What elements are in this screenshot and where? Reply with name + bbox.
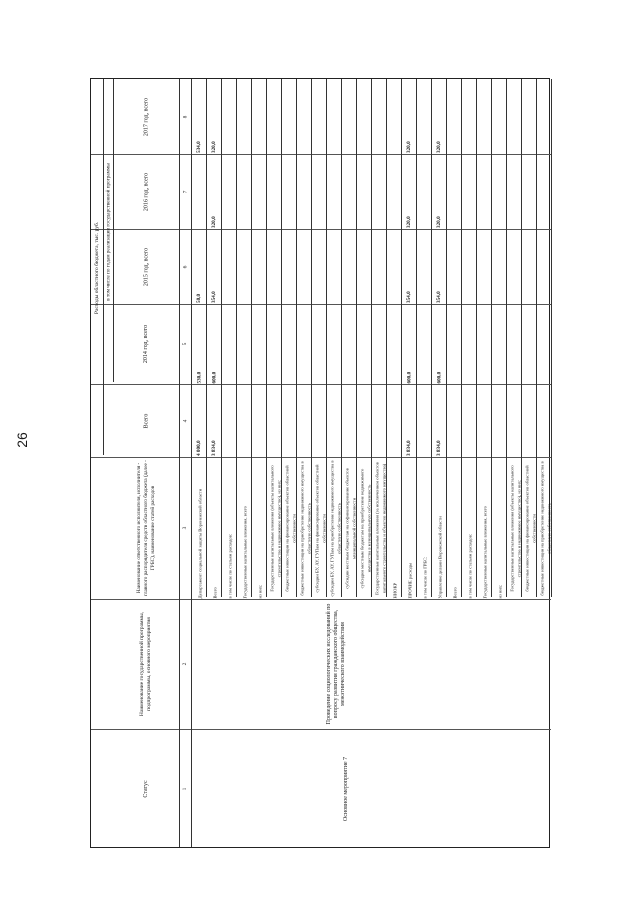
row-total: 3 834,0 <box>211 440 217 456</box>
row-total: 3 834,0 <box>406 440 412 456</box>
row-2015: 354,0 <box>211 291 217 303</box>
row-label: Государственные капитальные вложения (объекты капитального строительства и недвижимое имущество), из них: <box>268 464 281 592</box>
row-label: в том числе по ГРБС: <box>422 556 427 598</box>
header-2016: 2016 год, всего <box>142 172 149 211</box>
row-total: 3 834,0 <box>436 440 442 456</box>
row-2015: 354,0 <box>406 291 412 303</box>
row-label: субсидии местным бюджетам на софинансирование объектов муниципальной собственности <box>343 467 356 589</box>
row-label: Государственные капитальные вложения (за исключением объектов капитального строительства и объектов недвижимого имущества) <box>373 461 386 595</box>
row-label: субсидии БУ, АУ, ГУПам на финансирование объектов областной собственности <box>313 464 326 592</box>
header-2015: 2015 год, всего <box>142 247 149 286</box>
row-label: Всего <box>212 586 217 598</box>
row-label: субсидии БУ, АУ, ГУПам на приобретение недвижимого имущества в областную собственность <box>328 459 341 597</box>
row-2015: 50,0 <box>196 293 202 303</box>
column-number: 7 <box>181 190 188 193</box>
header-by-years: в том числе по годам реализации государственной программы <box>104 162 111 301</box>
row-label: бюджетные инвестиции на приобретение недвижимого имущества в областную собственность <box>298 460 311 596</box>
row-2015: 354,0 <box>436 291 442 303</box>
row-2017: 320,0 <box>406 141 412 153</box>
row-2017: 320,0 <box>436 141 442 153</box>
row-2016: 320,0 <box>436 216 442 228</box>
header-2017: 2017 год, всего <box>142 97 149 136</box>
row-2014: 600,0 <box>406 371 412 383</box>
header-expenses: Расходы областного бюджета, тыс. руб. <box>93 221 100 315</box>
row-total: 4 000,0 <box>196 440 202 456</box>
row-2017: 320,0 <box>211 141 217 153</box>
row-label: ПРОЧИЕ расходы <box>407 562 412 598</box>
header-2014: 2014 год, всего <box>142 324 149 364</box>
row-2014: 600,0 <box>211 371 217 383</box>
column-number: 1 <box>181 787 188 791</box>
header-executor: Наименование ответственного исполнителя, исполнителя - главного распорядителя средств областного бюджета (далее - ГРБС), наименование статей расходов <box>135 460 156 596</box>
row-2017: 534,0 <box>196 141 202 153</box>
column-number: 3 <box>181 526 188 530</box>
header-status: Статус <box>142 780 149 798</box>
row-label: Управление делами Воронежской области <box>437 515 442 598</box>
row-label: в том числе по статьям расходов: <box>467 533 472 598</box>
row-label: НИОКР <box>392 582 397 598</box>
row-label: Государственные капитальные вложения, всего <box>482 505 487 598</box>
row-2014: 530,0 <box>196 371 202 383</box>
row-label: субсидии местным бюджетам на приобретение недвижимого имущества в муниципальную собственность <box>358 468 371 588</box>
row-label: в том числе по статьям расходов: <box>227 533 232 598</box>
column-number: 4 <box>181 419 188 422</box>
row-label: бюджетные инвестиции на финансирование объектов областной собственности <box>283 464 296 592</box>
row-label: бюджетные инвестиции на приобретение недвижимого имущества в областную собственность <box>538 460 551 596</box>
row-label: из них: <box>497 584 502 598</box>
column-number: 5 <box>181 342 188 346</box>
row-label: Государственные капитальные вложения (объекты капитального строительства и недвижимое имущество), из них: <box>508 464 521 592</box>
row-label: Всего <box>452 586 457 598</box>
row-label: из них: <box>257 584 262 598</box>
page-number: 26 <box>14 432 30 448</box>
grid-line <box>191 457 192 847</box>
column-number: 6 <box>181 265 188 268</box>
row-label: бюджетные инвестиции на финансирование объектов областной собственности <box>523 464 536 592</box>
row-label: Департамент социальной защиты Воронежской области <box>197 488 202 598</box>
status-label: Основное мероприятие 7 <box>342 756 349 822</box>
row-2014: 600,0 <box>436 371 442 383</box>
column-number: 2 <box>181 662 188 666</box>
row-2016: 320,0 <box>211 216 217 228</box>
column-number: 8 <box>181 115 188 118</box>
row-2016: 320,0 <box>406 216 412 228</box>
budget-table <box>90 78 550 848</box>
row-label: Государственные капитальные вложения, всего <box>242 505 247 598</box>
measure-label: Проведение социологических исследований по вопросу развития гражданского общества, межэтнического взаимодействия <box>325 603 346 725</box>
header-program-name: Наименование государственной программы, подпрограммы, основного мероприятия <box>139 611 152 717</box>
header-total: Всего <box>142 413 149 428</box>
